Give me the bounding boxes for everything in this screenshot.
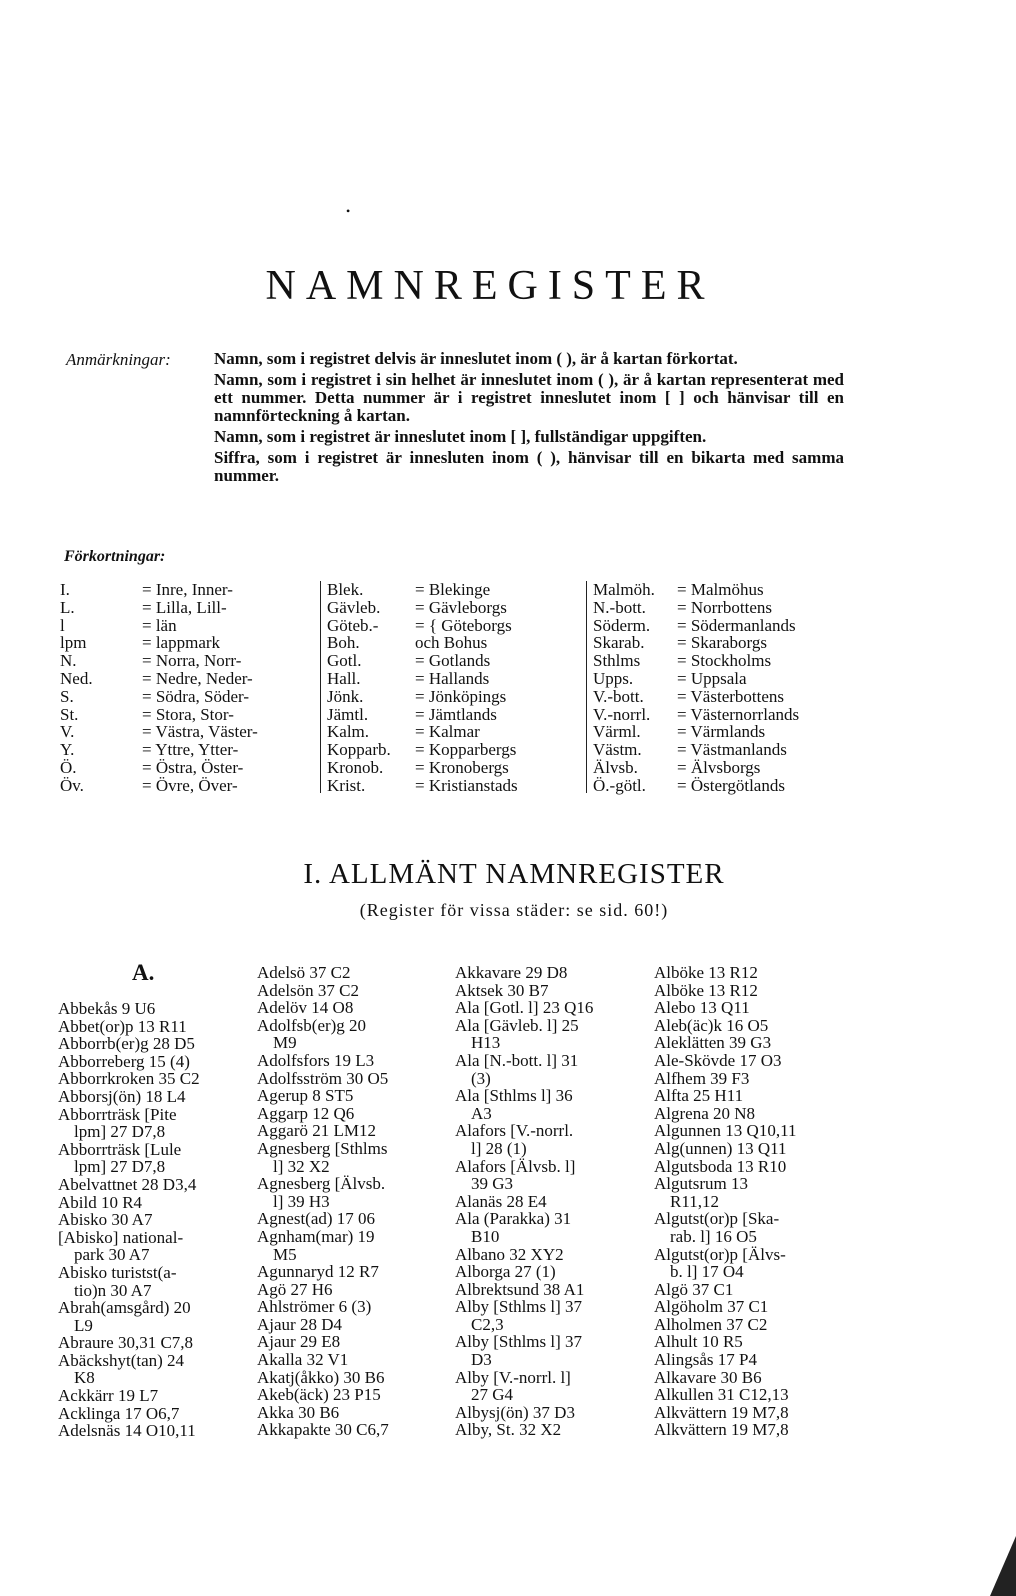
register-entry: Adolfsström 30 O5 — [257, 1068, 389, 1088]
abbreviation-key: Hall. — [327, 668, 361, 688]
abbreviation-value: = { Göteborgs — [415, 615, 512, 635]
section-subtitle: (Register för vissa städer: se sid. 60!) — [359, 900, 669, 920]
register-entry: 27 G4 — [471, 1385, 514, 1405]
abbreviation-key: V.-bott. — [593, 686, 644, 706]
register-entry: Abborrträsk [Lule — [58, 1139, 182, 1159]
register-entry: Aggarp 12 Q6 — [257, 1103, 355, 1123]
abbreviation-key: N. — [60, 651, 77, 671]
register-entry: tio)n 30 A7 — [74, 1280, 152, 1300]
register-entry: Algöholm 37 C1 — [654, 1297, 769, 1317]
abbreviation-row — [60, 581, 310, 599]
register-entry: Agö 27 H6 — [257, 1279, 333, 1299]
register-entry: Abrah(amsgård) 20 — [58, 1298, 191, 1318]
abbreviation-value: = lappmark — [142, 633, 221, 653]
abbreviations-column-2 — [320, 581, 587, 793]
abbreviation-row — [593, 670, 923, 688]
register-entry: (3) — [471, 1068, 491, 1088]
register-entry: Adolfsb(er)g 20 — [257, 1015, 367, 1035]
abbreviation-row — [60, 670, 310, 688]
abbreviation-value: = Älvsborgs — [677, 757, 761, 777]
register-entry: [Abisko] national- — [58, 1227, 184, 1247]
abbreviation-row — [60, 706, 310, 724]
abbreviation-key: Värml. — [593, 722, 641, 742]
abbreviation-value: = Södermanlands — [677, 615, 796, 635]
entries-column-3 — [455, 964, 643, 1439]
register-entry: Alböke 13 R12 — [654, 963, 758, 982]
register-entry: Agerup 8 ST5 — [257, 1086, 354, 1106]
abbreviation-row — [593, 652, 923, 670]
abbreviation-row — [593, 723, 923, 741]
abbreviation-value: = Södra, Söder- — [142, 686, 249, 706]
register-entry: Alfhem 39 F3 — [654, 1068, 750, 1088]
register-entry: Algutst(or)p [Ska- — [654, 1209, 780, 1229]
abbreviation-row — [593, 688, 923, 706]
abbreviation-row — [593, 706, 923, 724]
register-entry: Abborsj(ön) 18 L4 — [58, 1086, 186, 1106]
register-entry: M5 — [273, 1244, 297, 1264]
abbreviation-key: V.-norrl. — [593, 704, 651, 724]
abbreviation-key: V. — [60, 722, 75, 742]
register-entry: Alkvättern 19 M7,8 — [654, 1420, 789, 1440]
abbreviation-value: = Norra, Norr- — [142, 651, 242, 671]
register-entry: C2,3 — [471, 1314, 504, 1334]
abbreviation-key: Malmöh. — [593, 580, 655, 599]
register-entry: Alby [V.-norrl. l] — [455, 1367, 571, 1387]
register-entry: Agnesberg [Älvsb. — [257, 1174, 386, 1194]
register-entry: R11,12 — [670, 1191, 719, 1211]
register-entry: Ale-Skövde 17 O3 — [654, 1050, 782, 1070]
abbreviation-key: Blek. — [327, 580, 364, 599]
abbreviation-row — [60, 777, 310, 795]
register-entry: Alebo 13 Q11 — [654, 998, 750, 1018]
register-entry: Adelsö 37 C2 — [257, 963, 351, 982]
abbreviation-key: Kronob. — [327, 757, 384, 777]
register-entry: Adelsnäs 14 O10,11 — [58, 1421, 196, 1441]
register-entry: Albano 32 XY2 — [455, 1244, 564, 1264]
register-entry: Ajaur 29 E8 — [257, 1332, 341, 1352]
abbreviation-value: = Norrbottens — [677, 597, 773, 617]
page-corner-mark — [990, 1536, 1016, 1596]
abbreviation-value: = Hallands — [415, 668, 490, 688]
abbreviation-row — [593, 759, 923, 777]
abbreviation-key: St. — [60, 704, 79, 724]
register-entry: 39 G3 — [471, 1174, 514, 1194]
abbreviation-key: L. — [60, 597, 75, 617]
register-entry: Alkvättern 19 M7,8 — [654, 1402, 789, 1422]
abbreviation-value: = Inre, Inner- — [142, 580, 233, 599]
register-entry: Akatj(åkko) 30 B6 — [257, 1367, 385, 1387]
register-entry: H13 — [471, 1033, 501, 1053]
note-paragraph: Namn, som i registret delvis är inneslutet inom ( ), är å kartan förkortat. — [214, 349, 738, 368]
register-entry: Alby [Sthlms l] 37 — [455, 1332, 583, 1352]
register-entry: Abild 10 R4 — [58, 1192, 143, 1212]
register-entry: Agnesberg [Sthlms — [257, 1138, 388, 1158]
abbreviation-value: = Yttre, Ytter- — [142, 740, 239, 760]
register-entry: Alböke 13 R12 — [654, 980, 758, 1000]
abbreviation-value: = Nedre, Neder- — [142, 668, 253, 688]
register-entry: Abisko turistst(a- — [58, 1262, 177, 1282]
register-entry: Abborrb(er)g 28 D5 — [58, 1034, 195, 1054]
abbreviation-value: = Lilla, Lill- — [142, 597, 227, 617]
register-entry: Algutsrum 13 — [654, 1174, 748, 1194]
register-entry: park 30 A7 — [74, 1245, 150, 1265]
abbreviation-row — [327, 634, 587, 652]
abbreviation-key: Västm. — [593, 740, 642, 760]
abbreviation-row — [327, 777, 587, 795]
abbreviation-value: = Malmöhus — [677, 580, 764, 599]
register-entry: Alafors [Älvsb. l] — [455, 1156, 576, 1176]
abbreviation-value: = Östergötlands — [677, 775, 785, 795]
register-entry: Akkavare 29 D8 — [455, 963, 568, 982]
abbreviation-key: Ned. — [60, 668, 93, 688]
abbreviation-value: och Bohus — [415, 633, 488, 653]
register-entry: Akalla 32 V1 — [257, 1350, 349, 1370]
abbreviation-key: l — [60, 615, 65, 635]
section-letter: A. — [132, 960, 155, 985]
note-paragraph: Namn, som i registret är inneslutet inom [ ], fullständigar uppgiften. — [214, 427, 707, 446]
register-entry: lpm] 27 D7,8 — [74, 1157, 166, 1177]
abbreviation-key: Y. — [60, 740, 75, 760]
abbreviation-value: = Västmanlands — [677, 740, 787, 760]
register-entry: Algö 37 C1 — [654, 1279, 734, 1299]
register-entry: Akka 30 B6 — [257, 1402, 340, 1422]
register-entry: Abäckshyt(tan) 24 — [58, 1350, 185, 1370]
abbreviation-row — [60, 759, 310, 777]
register-entry: Aleb(äc)k 16 O5 — [654, 1015, 769, 1035]
abbreviation-value: = Värmlands — [677, 722, 766, 742]
abbreviation-key: Krist. — [327, 775, 366, 795]
register-entry: Alanäs 28 E4 — [455, 1191, 547, 1211]
register-entry: Alg(unnen) 13 Q11 — [654, 1138, 787, 1158]
register-entry: l] 39 H3 — [273, 1191, 330, 1211]
entries-column-2 — [257, 964, 445, 1439]
register-entry: Algutsboda 13 R10 — [654, 1156, 787, 1176]
register-entry: M9 — [273, 1033, 297, 1053]
abbreviation-key: Kalm. — [327, 722, 370, 742]
abbreviation-key: lpm — [60, 633, 87, 653]
abbreviation-row — [60, 688, 310, 706]
entries-column-1 — [58, 1000, 236, 1440]
abbreviation-key: Skarab. — [593, 633, 645, 653]
register-entry: Abelvattnet 28 D3,4 — [58, 1174, 197, 1194]
register-entry: Alhult 10 R5 — [654, 1332, 743, 1352]
register-entry: Abborreberg 15 (4) — [58, 1051, 190, 1071]
abbreviation-value: = Uppsala — [677, 668, 747, 688]
notes-label: Anmärkningar: — [66, 350, 171, 369]
register-entry: Alkullen 31 C12,13 — [654, 1385, 789, 1405]
register-entry: Ala (Parakka) 31 — [455, 1209, 572, 1229]
abbreviation-row — [327, 759, 587, 777]
abbreviation-key: Ö.-götl. — [593, 775, 646, 795]
abbreviation-key: Älvsb. — [593, 757, 638, 777]
register-entry: Alborga 27 (1) — [455, 1262, 556, 1282]
abbreviation-key: Jämtl. — [327, 704, 369, 724]
abbreviation-value: = Kronobergs — [415, 757, 509, 777]
page-title: NAMNREGISTER — [265, 263, 715, 309]
abbreviation-key: Kopparb. — [327, 740, 391, 760]
entries-column-4 — [654, 964, 854, 1439]
register-entry: Abborrkroken 35 C2 — [58, 1069, 200, 1089]
register-entry: Abbekås 9 U6 — [58, 999, 156, 1018]
abbreviation-value: = Kalmar — [415, 722, 480, 742]
register-entry: Abborrträsk [Pite — [58, 1104, 177, 1124]
abbreviation-value: = Västra, Väster- — [142, 722, 258, 742]
abbreviation-row — [327, 741, 587, 759]
register-entry: Abisko 30 A7 — [58, 1210, 153, 1230]
abbreviation-value: = Övre, Över- — [142, 775, 238, 795]
abbreviation-value: = Gotlands — [415, 651, 491, 671]
abbreviation-row — [60, 599, 310, 617]
abbreviation-key: Ö. — [60, 757, 77, 777]
abbreviation-value: = Östra, Öster- — [142, 757, 244, 777]
abbreviation-value: = Skaraborgs — [677, 633, 768, 653]
register-entry: Adolfsfors 19 L3 — [257, 1050, 375, 1070]
abbreviation-row — [593, 634, 923, 652]
abbreviation-value: = Blekinge — [415, 580, 491, 599]
abbreviation-key: N.-bott. — [593, 597, 646, 617]
register-entry: Albrektsund 38 A1 — [455, 1279, 585, 1299]
abbreviation-key: S. — [60, 686, 74, 706]
abbreviation-row — [327, 723, 587, 741]
register-entry: D3 — [471, 1350, 492, 1370]
register-entry: l] 32 X2 — [273, 1156, 330, 1176]
abbreviation-value: = Västerbottens — [677, 686, 785, 706]
register-entry: Ala [Sthlms l] 36 — [455, 1086, 573, 1106]
note-paragraph: Siffra, som i registret är innesluten inom ( ), hänvisar till en bikarta med samma nummer. — [214, 448, 844, 485]
register-entry: Adelöv 14 O8 — [257, 998, 354, 1018]
register-entry: L9 — [74, 1315, 93, 1335]
register-entry: Alkavare 30 B6 — [654, 1367, 762, 1387]
register-entry: B10 — [471, 1226, 500, 1246]
abbreviations-column-1 — [60, 581, 310, 795]
abbreviation-key: Boh. — [327, 633, 360, 653]
abbreviation-row — [593, 617, 923, 635]
register-entry: lpm] 27 D7,8 — [74, 1122, 166, 1142]
stray-dot: • — [346, 204, 351, 218]
abbreviation-key: Gävleb. — [327, 597, 381, 617]
abbreviation-row — [327, 706, 587, 724]
abbreviation-row — [593, 741, 923, 759]
register-entry: rab. l] 16 O5 — [670, 1226, 757, 1246]
abbreviation-value: = Gävleborgs — [415, 597, 507, 617]
abbreviation-row — [60, 617, 310, 635]
register-entry: Ala [Gävleb. l] 25 — [455, 1015, 579, 1035]
register-entry: Ala [Gotl. l] 23 Q16 — [455, 998, 594, 1018]
register-entry: Abraure 30,31 C7,8 — [58, 1333, 194, 1353]
register-entry: Alafors [V.-norrl. — [455, 1121, 574, 1141]
abbreviation-key: Upps. — [593, 668, 634, 688]
register-entry: Ahlströmer 6 (3) — [257, 1297, 372, 1317]
abbreviation-key: Öv. — [60, 775, 84, 795]
abbreviation-key: Gotl. — [327, 651, 362, 671]
register-entry: Akeb(äck) 23 P15 — [257, 1385, 381, 1405]
register-entry: Albysj(ön) 37 D3 — [455, 1402, 575, 1422]
abbreviation-value: = Västernorrlands — [677, 704, 800, 724]
register-entry: Ala [N.-bott. l] 31 — [455, 1050, 579, 1070]
abbreviation-value: = Kopparbergs — [415, 740, 517, 760]
abbreviations-column-3 — [586, 581, 923, 793]
register-entry: Agnham(mar) 19 — [257, 1226, 375, 1246]
abbreviation-key: Sthlms — [593, 651, 641, 671]
section-title: I. ALLMÄNT NAMNREGISTER — [303, 858, 725, 890]
abbreviation-row — [327, 581, 587, 599]
register-entry: Alingsås 17 P4 — [654, 1350, 757, 1370]
register-entry: Ajaur 28 D4 — [257, 1314, 342, 1334]
register-entry: Aleklätten 39 G3 — [654, 1033, 772, 1053]
abbreviation-row — [327, 617, 587, 635]
register-entry: Aktsek 30 B7 — [455, 980, 549, 1000]
register-entry: Agunnaryd 12 R7 — [257, 1262, 379, 1282]
abbreviation-row — [593, 777, 923, 795]
abbreviation-row — [60, 723, 310, 741]
abbreviation-row — [60, 652, 310, 670]
abbreviation-row — [60, 634, 310, 652]
abbreviation-value: = Kristianstads — [415, 775, 518, 795]
abbreviation-key: I. — [60, 580, 70, 599]
abbreviation-key: Jönk. — [327, 686, 364, 706]
register-entry: Adelsön 37 C2 — [257, 980, 359, 1000]
abbreviation-value: = Jämtlands — [415, 704, 497, 724]
abbreviation-row — [327, 688, 587, 706]
register-entry: Algunnen 13 Q10,11 — [654, 1121, 797, 1141]
register-entry: Algutst(or)p [Älvs- — [654, 1244, 786, 1264]
abbreviation-row — [60, 741, 310, 759]
abbreviation-key: Söderm. — [593, 615, 651, 635]
abbreviation-value: = län — [142, 615, 177, 635]
abbreviation-value: = Stockholms — [677, 651, 772, 671]
register-entry: Ackkärr 19 L7 — [58, 1386, 159, 1406]
register-entry: Algrena 20 N8 — [654, 1103, 756, 1123]
register-entry: K8 — [74, 1368, 95, 1388]
abbreviation-row — [593, 599, 923, 617]
register-entry: b. l] 17 O4 — [670, 1262, 744, 1282]
register-entry: Aggarö 21 LM12 — [257, 1121, 376, 1141]
abbreviation-value: = Jönköpings — [415, 686, 507, 706]
register-entry: Acklinga 17 O6,7 — [58, 1403, 180, 1423]
register-entry: Alfta 25 H11 — [654, 1086, 744, 1106]
note-paragraph: Namn, som i registret i sin helhet är inneslutet inom ( ), är å kartan representerat med ett nummer. Detta nummer är i registret inneslutet inom [ ] och hänvisar till en namnförteckning å kartan. — [214, 370, 844, 425]
register-entry: Alby, St. 32 X2 — [455, 1420, 562, 1440]
abbreviation-key: Göteb.- — [327, 615, 379, 635]
register-entry: Agnest(ad) 17 06 — [257, 1209, 376, 1229]
abbreviation-row — [593, 581, 923, 599]
notes — [214, 350, 844, 488]
abbreviation-row — [327, 652, 587, 670]
register-entry: Akkapakte 30 C6,7 — [257, 1420, 389, 1440]
register-entry: Abbet(or)p 13 R11 — [58, 1016, 187, 1036]
abbreviation-row — [327, 599, 587, 617]
abbreviations-label: Förkortningar: — [64, 548, 166, 565]
register-entry: Alby [Sthlms l] 37 — [455, 1297, 583, 1317]
register-entry: Alholmen 37 C2 — [654, 1314, 768, 1334]
register-entry: A3 — [471, 1103, 492, 1123]
abbreviation-value: = Stora, Stor- — [142, 704, 234, 724]
abbreviation-row — [327, 670, 587, 688]
register-entry: l] 28 (1) — [471, 1138, 527, 1158]
